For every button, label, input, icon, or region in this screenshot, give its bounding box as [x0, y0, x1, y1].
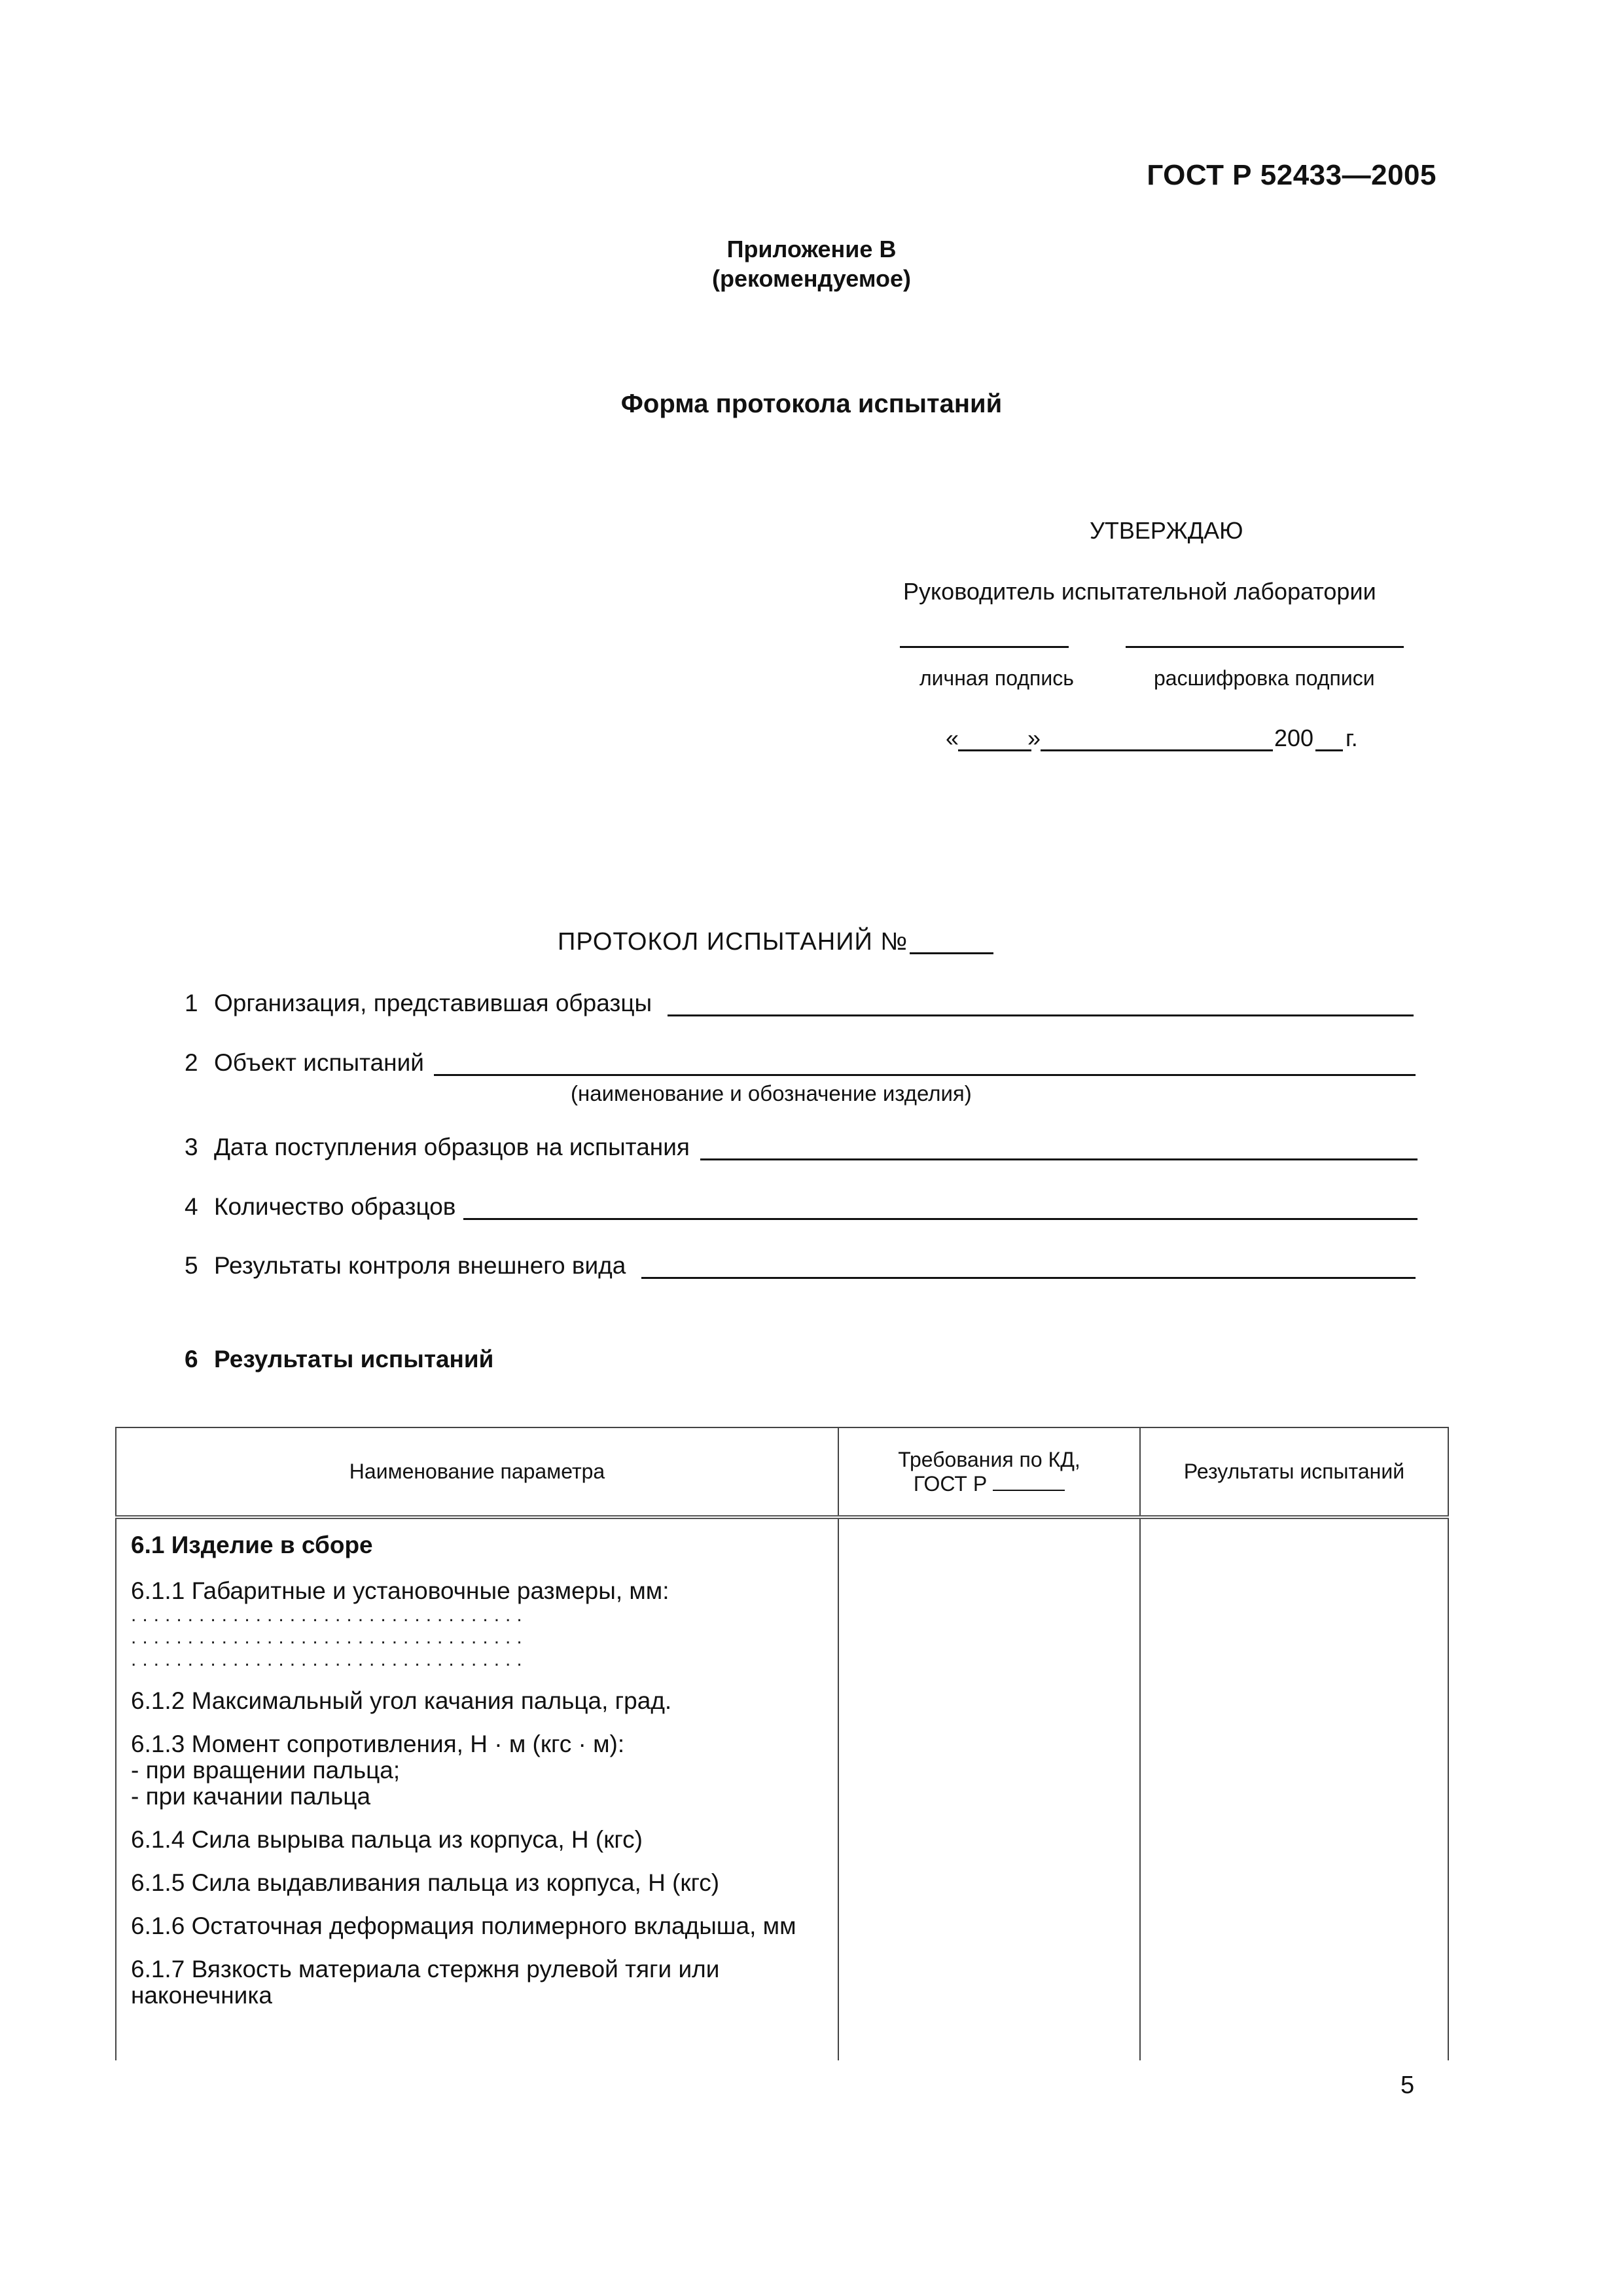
section-6-number: 6: [185, 1346, 198, 1372]
table-row: [116, 1517, 1448, 2060]
item-6-1-4: 6.1.4 Сила вырыва пальца из корпуса, Н (кгс): [131, 1826, 643, 1853]
header-results-label: Результаты испытаний: [1183, 1460, 1405, 1483]
header-req-gost-line: [993, 1490, 1065, 1491]
field-4-label: Количество образцов: [214, 1193, 456, 1220]
field-3-line[interactable]: [700, 1158, 1418, 1160]
item-6-1-1: 6.1.1 Габаритные и установочные размеры, мм:: [131, 1577, 669, 1604]
results-table: [115, 1427, 1449, 2060]
decoding-caption: расшифровка подписи: [1154, 666, 1375, 690]
section-6-label: Результаты испытаний: [214, 1346, 494, 1372]
item-6-1-7: 6.1.7 Вязкость материала стержня рулевой тяги или: [131, 1956, 720, 1982]
header-param: [116, 1427, 838, 1517]
signature-caption: личная подпись: [919, 666, 1074, 690]
item-6-1-5: 6.1.5 Сила выдавливания пальца из корпуса, Н (кгс): [131, 1869, 720, 1896]
requirements-cell[interactable]: [838, 1517, 1140, 2060]
field-4-line[interactable]: [463, 1218, 1418, 1220]
field-2-label: Объект испытаний: [214, 1049, 424, 1076]
dots-line-1: ...................................: [131, 1604, 528, 1626]
item-6-1-3: 6.1.3 Момент сопротивления, Н · м (кгс · м):: [131, 1731, 625, 1757]
date-day-line[interactable]: [958, 749, 1031, 751]
field-4-number: 4: [185, 1193, 198, 1220]
dots-line-3: ...................................: [131, 1649, 528, 1670]
item-6-1-2: 6.1.2 Максимальный угол качания пальца, град.: [131, 1687, 672, 1714]
header-results: [1140, 1427, 1448, 1517]
dots-line-2: ...................................: [131, 1626, 528, 1648]
field-1-line[interactable]: [668, 1014, 1414, 1016]
header-requirements: [838, 1427, 1140, 1517]
item-6-1-3-b: - при качании пальца: [131, 1783, 371, 1810]
group-title: 6.1 Изделие в сборе: [131, 1532, 373, 1558]
table-header-row: [116, 1427, 1448, 1517]
date-month-line[interactable]: [1041, 749, 1273, 751]
date-year-line[interactable]: [1315, 749, 1343, 751]
field-1-number: 1: [185, 990, 198, 1016]
header-req-line2-wrap: [839, 1472, 1139, 1496]
position-label: Руководитель испытательной лаборатории: [903, 578, 1376, 605]
item-6-1-7-cont: наконечника: [131, 1982, 272, 2009]
field-2-note: (наименование и обозначение изделия): [571, 1081, 972, 1105]
header-req-line1: Требования по КД,: [898, 1447, 1080, 1471]
signature-line[interactable]: [900, 646, 1069, 648]
field-5-number: 5: [185, 1252, 198, 1279]
protocol-title: ПРОТОКОЛ ИСПЫТАНИЙ №: [558, 928, 908, 956]
date-open-quote: «: [946, 725, 959, 751]
date-year-suffix: г.: [1346, 725, 1358, 751]
approve-label: УТВЕРЖДАЮ: [1090, 517, 1243, 544]
results-cell[interactable]: [1140, 1517, 1448, 2060]
field-2-line[interactable]: [434, 1074, 1416, 1076]
header-req-line2: ГОСТ Р: [913, 1471, 988, 1496]
field-3-number: 3: [185, 1134, 198, 1160]
field-3-label: Дата поступления образцов на испытания: [214, 1134, 690, 1160]
field-2-number: 2: [185, 1049, 198, 1076]
decoding-line[interactable]: [1126, 646, 1404, 648]
appendix-status: (рекомендуемое): [712, 265, 911, 292]
form-title: Форма протокола испытаний: [620, 389, 1003, 418]
field-5-line[interactable]: [641, 1277, 1416, 1279]
field-5-label: Результаты контроля внешнего вида: [214, 1252, 626, 1279]
protocol-number-line[interactable]: [910, 952, 993, 954]
date-close-quote: »: [1027, 725, 1041, 751]
item-6-1-3-a: - при вращении пальца;: [131, 1757, 401, 1784]
field-1-label: Организация, представившая образцы: [214, 990, 652, 1016]
param-list: [116, 1519, 838, 2009]
appendix-title: Приложение В: [726, 236, 897, 262]
page-number: 5: [1400, 2072, 1415, 2099]
standard-header: ГОСТ Р 52433—2005: [1147, 159, 1436, 191]
header-param-label: Наименование параметра: [349, 1460, 605, 1483]
date-year: 200: [1274, 725, 1314, 751]
item-6-1-6: 6.1.6 Остаточная деформация полимерного вкладыша, мм: [131, 1912, 796, 1939]
param-cell: [116, 1517, 838, 2060]
